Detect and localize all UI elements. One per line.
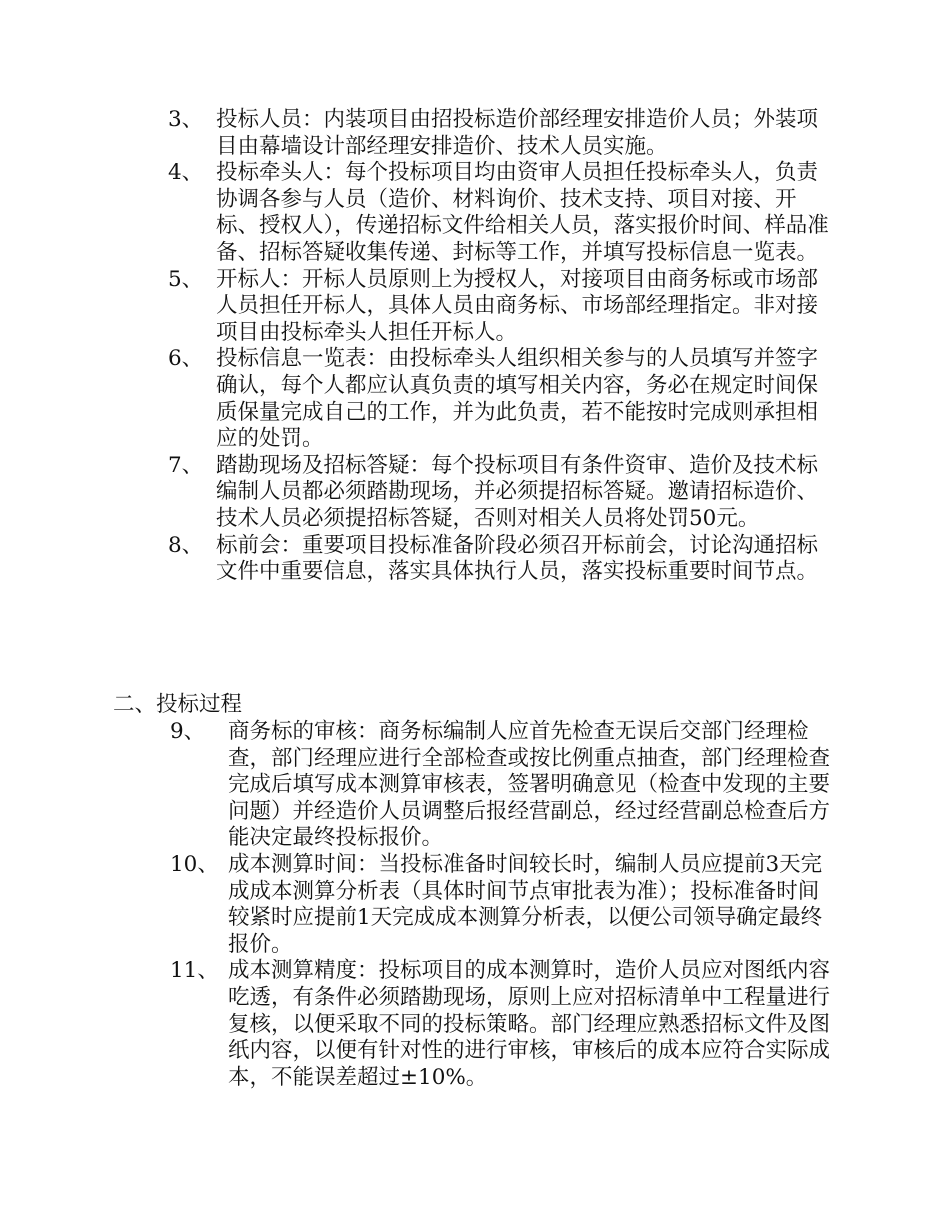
list-item-3 <box>0 107 950 160</box>
item-number: 3、 <box>168 107 204 132</box>
list-item-8 <box>0 533 950 586</box>
list-item-5 <box>0 267 950 347</box>
item-text: 踏勘现场及招标答疑：每个投标项目有条件资审、造价及技术标编制人员都必须踏勘现场，并必须提招标答疑。邀请招标造价、技术人员必须提招标答疑，否则对相关人员将处罚50元。 <box>216 452 819 531</box>
list-item-7 <box>0 453 950 533</box>
item-number: 10、 <box>170 851 219 877</box>
item-text: 成本测算时间：当投标准备时间较长时，编制人员应提前3天完成成本测算分析表（具体时间节点审批表为准）；投标准备时间较紧时应提前1天完成成本测算分析表，以便公司领导确定最终报价。 <box>228 851 823 957</box>
list-item-10 <box>0 852 950 958</box>
item-text: 投标人员：内装项目由招投标造价部经理安排造价人员；外装项目由幕墙设计部经理安排造价、技术人员实施。 <box>216 107 819 159</box>
section-heading: 二、投标过程 <box>113 692 243 717</box>
list-item-9 <box>0 719 950 852</box>
procedure-list-bidding <box>0 719 950 1091</box>
item-number: 7、 <box>168 452 204 478</box>
item-text: 成本测算精度：投标项目的成本测算时，造价人员应对图纸内容吃透，有条件必须踏勘现场，原则上应对招标清单中工程量进行复核，以便采取不同的投标策略。部门经理应熟悉招标文件及图纸内容，以便有针对性的进行审核，审核后的成本应符合实际成本，不能误差超过±10%。 <box>228 958 831 1090</box>
item-text: 投标信息一览表：由投标牵头人组织相关参与的人员填写并签字确认，每个人都应认真负责的填写相关内容，务必在规定时间保质保量完成自己的工作，并为此负责，若不能按时完成则承担相应的处罚。 <box>216 346 819 452</box>
list-item-6 <box>0 346 950 452</box>
item-text: 商务标的审核：商务标编制人应首先检查无误后交部门经理检查，部门经理应进行全部检查或按比例重点抽查，部门经理检查完成后填写成本测算审核表，签署明确意见（检查中发现的主要问题）并经造价人员调整后报经营副总，经过经营副总检查后方能决定最终投标报价。 <box>228 719 831 851</box>
item-text: 标前会：重要项目投标准备阶段必须召开标前会，讨论沟通招标文件中重要信息，落实具体执行人员，落实投标重要时间节点。 <box>216 532 819 585</box>
item-number: 4、 <box>168 160 204 186</box>
list-item-11 <box>0 958 950 1091</box>
item-text: 投标牵头人：每个投标项目均由资审人员担任投标牵头人，负责协调各参与人员（造价、材料询价、技术支持、项目对接、开标、授权人），传递招标文件给相关人员，落实报价时间、样品准备、招标答疑收集传递、封标等工作，并填写投标信息一览表。 <box>216 160 829 265</box>
item-number: 11、 <box>170 958 219 984</box>
item-number: 6、 <box>168 346 204 372</box>
item-number: 9、 <box>170 719 206 744</box>
item-number: 5、 <box>168 266 204 292</box>
list-item-4 <box>0 160 950 266</box>
item-text: 开标人：开标人员原则上为授权人，对接项目由商务标或市场部人员担任开标人，具体人员由商务标、市场部经理指定。非对接项目由投标牵头人担任开标人。 <box>216 266 819 345</box>
item-number: 8、 <box>168 532 204 558</box>
procedure-list-preparation <box>0 107 950 586</box>
